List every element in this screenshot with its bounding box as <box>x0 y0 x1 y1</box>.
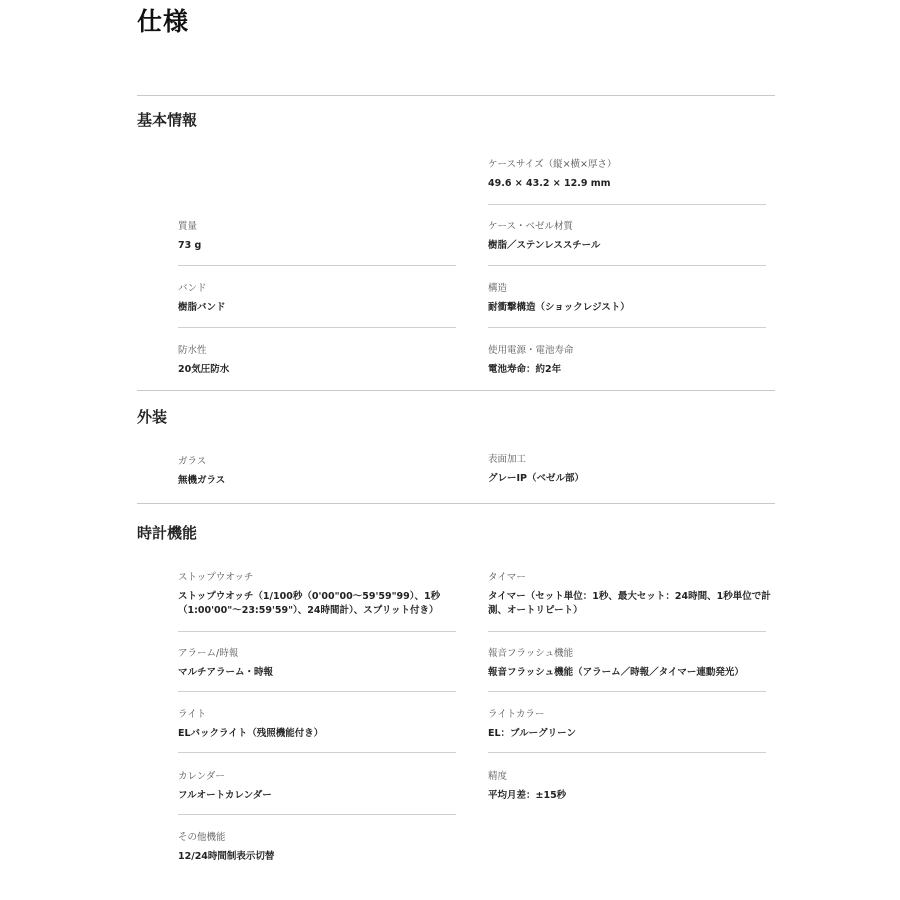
spec-accuracy <box>488 768 766 814</box>
spec-value: 73 g <box>178 240 202 251</box>
spec-value: 樹脂／ステンレススチール <box>488 240 601 251</box>
spec-other <box>178 829 456 869</box>
spec-band <box>178 280 456 328</box>
spec-timer <box>488 569 771 632</box>
spec-label: 精度 <box>488 771 508 782</box>
spec-structure <box>488 280 766 328</box>
spec-label: 構造 <box>488 283 508 294</box>
spec-label: 使用電源・電池寿命 <box>488 345 574 356</box>
spec-label: ライト <box>178 709 207 720</box>
spec-value: EL：ブルーグリーン <box>488 728 576 739</box>
spec-value: ELバックライト（残照機能付き） <box>178 728 324 739</box>
spec-label: その他機能 <box>178 832 226 843</box>
spec-value: グレーIP（ベゼル部） <box>488 473 584 484</box>
spec-light <box>178 706 456 753</box>
spec-label: ガラス <box>178 456 207 467</box>
spec-stopwatch <box>178 569 456 632</box>
section-heading-functions: 時計機能 <box>137 524 198 542</box>
spec-value: 無機ガラス <box>178 475 226 486</box>
spec-flash <box>488 645 766 692</box>
spec-alarm <box>178 645 456 692</box>
spec-case-size <box>488 156 766 205</box>
spec-label: ストップウオッチ <box>178 572 254 583</box>
spec-label: ケース・ベゼル材質 <box>488 221 574 232</box>
spec-value: 平均月差：±15秒 <box>488 790 567 801</box>
section-divider <box>137 503 775 504</box>
spec-label: バンド <box>178 283 207 294</box>
spec-label: 報音フラッシュ機能 <box>488 648 574 659</box>
spec-value: 12/24時間制表示切替 <box>178 851 275 862</box>
spec-weight <box>178 218 456 266</box>
spec-value: 電池寿命：約2年 <box>488 364 562 375</box>
spec-label: アラーム/時報 <box>178 648 239 659</box>
spec-value: 樹脂バンド <box>178 302 226 313</box>
spec-light-color <box>488 706 766 753</box>
spec-label: タイマー <box>488 572 526 583</box>
spec-glass <box>178 453 456 493</box>
spec-value: タイマー（セット単位：1秒、最大セット：24時間、1秒単位で計測、オートリピート） <box>488 591 771 616</box>
spec-calendar <box>178 768 456 815</box>
spec-value: 49.6 × 43.2 × 12.9 mm <box>488 178 611 189</box>
section-heading-basic: 基本情報 <box>137 111 198 129</box>
section-divider <box>137 95 775 96</box>
spec-label: 防水性 <box>178 345 207 356</box>
page-title: 仕様 <box>137 7 190 36</box>
spec-case-material <box>488 218 766 266</box>
spec-power <box>488 342 766 382</box>
spec-surface <box>488 451 766 491</box>
spec-value: 報音フラッシュ機能（アラーム／時報／タイマー連動発光） <box>488 667 744 678</box>
spec-label: 質量 <box>178 221 198 232</box>
section-heading-exterior: 外装 <box>137 408 168 426</box>
section-divider <box>137 390 775 391</box>
spec-label: ライトカラー <box>488 709 545 720</box>
spec-value: ストップウオッチ（1/100秒（0'00"00～59'59"99）、1秒（1:00'00"～23:59'59"）、24時間計）、スプリット付き） <box>178 591 441 616</box>
spec-label: 表面加工 <box>488 454 527 465</box>
spec-value: 耐衝撃構造（ショックレジスト） <box>488 302 630 313</box>
spec-water-resistance <box>178 342 456 382</box>
spec-label: カレンダー <box>178 771 225 782</box>
spec-value: マルチアラーム・時報 <box>178 667 274 678</box>
spec-label: ケースサイズ（縦×横×厚さ） <box>488 159 617 170</box>
spec-value: 20気圧防水 <box>178 364 230 375</box>
spec-value: フルオートカレンダー <box>178 790 272 801</box>
